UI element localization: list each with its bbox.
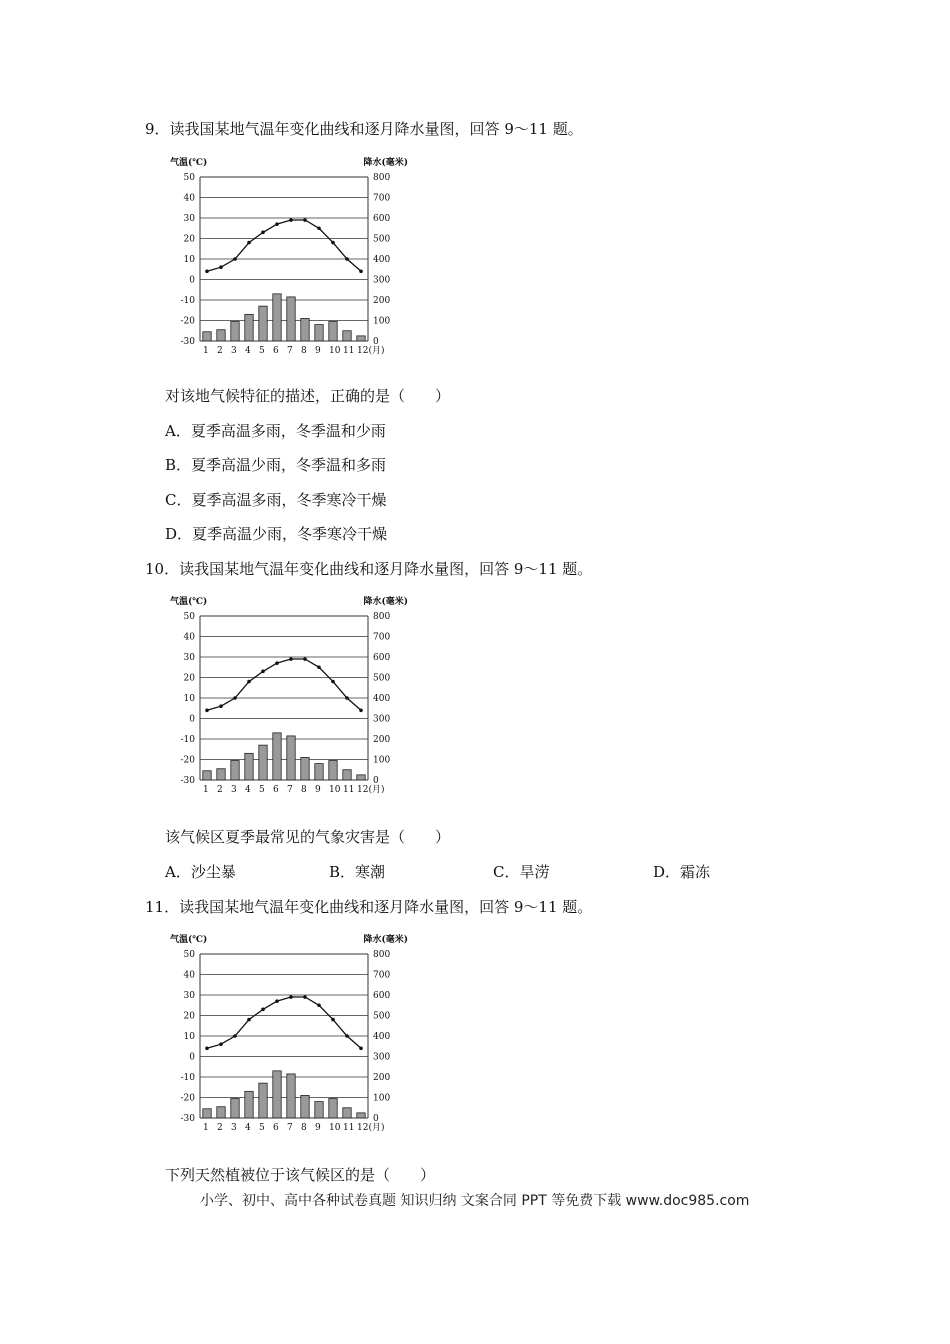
precipitation-bar xyxy=(273,733,281,780)
x-tick-label: 1 xyxy=(203,346,209,355)
right-axis-label: 降水(毫米) xyxy=(363,158,408,168)
x-tick-label: 7 xyxy=(287,785,293,794)
temperature-point xyxy=(205,709,209,713)
precipitation-bar xyxy=(203,771,211,780)
left-tick-label: -30 xyxy=(180,337,195,347)
question-10-option-d[interactable]: D．霜冻 xyxy=(653,863,711,881)
x-tick-label: 9 xyxy=(315,1123,321,1132)
left-tick-label: 50 xyxy=(183,612,195,622)
footer-advert: 小学、初中、高中各种试卷真题 知识归纳 文案合同 PPT 等免费下载 www.doc985.com xyxy=(200,1193,750,1209)
temperature-point xyxy=(219,704,223,708)
question-10-option-b[interactable]: B．寒潮 xyxy=(329,863,386,881)
climate-chart-q9 xyxy=(168,155,413,355)
left-tick-label: -20 xyxy=(180,755,195,766)
right-tick-label: 700 xyxy=(373,970,391,981)
temperature-point xyxy=(219,1042,223,1046)
x-tick-label: 11 xyxy=(343,346,355,355)
temperature-point xyxy=(289,995,293,999)
temperature-point xyxy=(359,270,363,274)
right-tick-label: 300 xyxy=(373,714,391,725)
question-10-prompt: 该气候区夏季最常见的气象灾害是（ ） xyxy=(165,828,451,846)
temperature-point xyxy=(359,709,363,713)
right-axis-label: 降水(毫米) xyxy=(363,597,408,607)
precipitation-bar xyxy=(287,1074,295,1118)
question-9-option-b[interactable]: B．夏季高温少雨，冬季温和多雨 xyxy=(165,456,387,474)
right-tick-label: 0 xyxy=(373,1114,379,1124)
right-tick-label: 100 xyxy=(373,1093,391,1104)
left-tick-label: 40 xyxy=(183,193,195,204)
x-tick-label: 2 xyxy=(217,785,223,794)
precipitation-bar xyxy=(329,322,337,341)
x-tick-label: 5 xyxy=(259,346,265,355)
left-tick-label: -20 xyxy=(180,1093,195,1104)
precipitation-bar xyxy=(329,761,337,780)
left-tick-label: 10 xyxy=(183,1032,195,1042)
right-tick-label: 800 xyxy=(373,173,391,183)
left-tick-label: -20 xyxy=(180,316,195,327)
temperature-point xyxy=(233,1034,237,1038)
precipitation-bar xyxy=(315,325,323,341)
x-tick-label: 12(月) xyxy=(357,785,385,794)
question-11-prompt: 下列天然植被位于该气候区的是（ ） xyxy=(165,1166,436,1184)
right-tick-label: 700 xyxy=(373,632,391,643)
question-9-stem: 9．读我国某地气温年变化曲线和逐月降水量图，回答 9～11 题。 xyxy=(145,120,583,138)
x-tick-label: 8 xyxy=(301,785,307,794)
left-tick-label: 0 xyxy=(189,1052,195,1063)
precipitation-bar xyxy=(315,1102,323,1118)
precipitation-bar xyxy=(357,1113,365,1118)
x-tick-label: 10 xyxy=(329,1123,341,1132)
x-tick-label: 3 xyxy=(231,785,237,794)
x-tick-label: 10 xyxy=(329,346,341,355)
temperature-point xyxy=(345,1034,349,1038)
temperature-point xyxy=(331,1018,335,1022)
temperature-point xyxy=(233,696,237,700)
question-11-stem: 11．读我国某地气温年变化曲线和逐月降水量图，回答 9～11 题。 xyxy=(145,898,593,916)
right-tick-label: 600 xyxy=(373,653,391,663)
temperature-line xyxy=(207,659,361,710)
climate-chart-q10 xyxy=(168,594,413,794)
right-tick-label: 600 xyxy=(373,214,391,224)
x-tick-label: 3 xyxy=(231,1123,237,1132)
temperature-point xyxy=(331,680,335,684)
precipitation-bar xyxy=(273,294,281,341)
x-tick-label: 5 xyxy=(259,785,265,794)
right-tick-label: 100 xyxy=(373,755,391,766)
precipitation-bar xyxy=(245,753,253,780)
temperature-point xyxy=(275,661,279,665)
temperature-point xyxy=(359,1047,363,1051)
x-tick-label: 8 xyxy=(301,1123,307,1132)
x-tick-label: 6 xyxy=(273,785,279,794)
temperature-point xyxy=(303,995,307,999)
x-tick-label: 1 xyxy=(203,785,209,794)
x-tick-label: 6 xyxy=(273,346,279,355)
right-tick-label: 0 xyxy=(373,337,379,347)
precipitation-bar xyxy=(357,336,365,341)
right-tick-label: 200 xyxy=(373,296,391,306)
left-tick-label: -30 xyxy=(180,1114,195,1124)
x-tick-label: 4 xyxy=(245,346,251,355)
temperature-point xyxy=(317,226,321,230)
temperature-point xyxy=(261,231,265,235)
precipitation-bar xyxy=(301,1095,309,1118)
x-tick-label: 4 xyxy=(245,785,251,794)
precipitation-bar xyxy=(259,1083,267,1118)
temperature-point xyxy=(233,257,237,261)
left-tick-label: 30 xyxy=(183,991,195,1001)
left-tick-label: 50 xyxy=(183,173,195,183)
question-10-stem: 10．读我国某地气温年变化曲线和逐月降水量图，回答 9～11 题。 xyxy=(145,560,593,578)
temperature-point xyxy=(261,670,265,674)
x-tick-label: 2 xyxy=(217,346,223,355)
right-tick-label: 300 xyxy=(373,275,391,286)
temperature-line xyxy=(207,997,361,1048)
right-tick-label: 200 xyxy=(373,1073,391,1083)
x-tick-label: 12(月) xyxy=(357,346,385,355)
left-tick-label: -10 xyxy=(180,296,195,306)
left-axis-label: 气温(℃) xyxy=(170,597,208,607)
x-tick-label: 4 xyxy=(245,1123,251,1132)
left-tick-label: 50 xyxy=(183,950,195,960)
right-tick-label: 300 xyxy=(373,1052,391,1063)
precipitation-bar xyxy=(217,330,225,341)
left-tick-label: 20 xyxy=(183,234,195,245)
right-tick-label: 700 xyxy=(373,193,391,204)
precipitation-bar xyxy=(301,757,309,780)
right-tick-label: 600 xyxy=(373,991,391,1001)
left-tick-label: 10 xyxy=(183,255,195,265)
precipitation-bar xyxy=(329,1099,337,1118)
temperature-point xyxy=(331,241,335,245)
precipitation-bar xyxy=(245,314,253,341)
x-tick-label: 9 xyxy=(315,785,321,794)
climate-chart-q11 xyxy=(168,932,413,1132)
right-tick-label: 500 xyxy=(373,673,391,684)
temperature-point xyxy=(247,241,251,245)
precipitation-bar xyxy=(287,297,295,341)
right-tick-label: 100 xyxy=(373,316,391,327)
x-tick-label: 10 xyxy=(329,785,341,794)
right-tick-label: 800 xyxy=(373,950,391,960)
precipitation-bar xyxy=(203,332,211,341)
question-10-options xyxy=(165,862,765,882)
precipitation-bar xyxy=(245,1091,253,1118)
x-tick-label: 7 xyxy=(287,346,293,355)
left-tick-label: 0 xyxy=(189,714,195,725)
precipitation-bar xyxy=(357,775,365,780)
x-tick-label: 7 xyxy=(287,1123,293,1132)
right-axis-label: 降水(毫米) xyxy=(363,935,408,945)
left-tick-label: 20 xyxy=(183,1011,195,1022)
left-tick-label: 0 xyxy=(189,275,195,286)
x-tick-label: 2 xyxy=(217,1123,223,1132)
question-9-option-c[interactable]: C．夏季高温多雨，冬季寒冷干燥 xyxy=(165,491,387,509)
precipitation-bar xyxy=(273,1071,281,1118)
left-tick-label: -10 xyxy=(180,1073,195,1083)
x-tick-label: 5 xyxy=(259,1123,265,1132)
right-tick-label: 400 xyxy=(373,1032,391,1042)
precipitation-bar xyxy=(259,745,267,780)
left-tick-label: 30 xyxy=(183,653,195,663)
temperature-point xyxy=(345,696,349,700)
precipitation-bar xyxy=(231,761,239,780)
temperature-point xyxy=(303,218,307,222)
precipitation-bar xyxy=(231,322,239,341)
temperature-point xyxy=(317,1003,321,1007)
temperature-point xyxy=(205,1047,209,1051)
x-tick-label: 6 xyxy=(273,1123,279,1132)
left-tick-label: 10 xyxy=(183,694,195,704)
question-9-option-d[interactable]: D．夏季高温少雨，冬季寒冷干燥 xyxy=(165,525,388,543)
temperature-point xyxy=(205,270,209,274)
right-tick-label: 0 xyxy=(373,776,379,786)
left-tick-label: 40 xyxy=(183,632,195,643)
temperature-point xyxy=(303,657,307,661)
left-tick-label: 30 xyxy=(183,214,195,224)
temperature-line xyxy=(207,220,361,271)
precipitation-bar xyxy=(231,1099,239,1118)
temperature-point xyxy=(247,680,251,684)
precipitation-bar xyxy=(217,769,225,780)
temperature-point xyxy=(247,1018,251,1022)
temperature-point xyxy=(289,218,293,222)
precipitation-bar xyxy=(259,306,267,341)
x-tick-label: 3 xyxy=(231,346,237,355)
precipitation-bar xyxy=(315,764,323,780)
temperature-point xyxy=(261,1008,265,1012)
right-tick-label: 500 xyxy=(373,1011,391,1022)
right-tick-label: 500 xyxy=(373,234,391,245)
x-tick-label: 1 xyxy=(203,1123,209,1132)
right-tick-label: 400 xyxy=(373,694,391,704)
precipitation-bar xyxy=(287,736,295,780)
left-axis-label: 气温(℃) xyxy=(170,935,208,945)
x-tick-label: 9 xyxy=(315,346,321,355)
question-9-option-a[interactable]: A．夏季高温多雨，冬季温和少雨 xyxy=(165,422,386,440)
x-tick-label: 11 xyxy=(343,1123,355,1132)
precipitation-bar xyxy=(343,1108,351,1118)
precipitation-bar xyxy=(301,318,309,341)
precipitation-bar xyxy=(217,1107,225,1118)
temperature-point xyxy=(289,657,293,661)
temperature-point xyxy=(219,265,223,269)
right-tick-label: 800 xyxy=(373,612,391,622)
precipitation-bar xyxy=(343,331,351,341)
x-tick-label: 8 xyxy=(301,346,307,355)
precipitation-bar xyxy=(343,770,351,780)
right-tick-label: 400 xyxy=(373,255,391,265)
left-tick-label: 20 xyxy=(183,673,195,684)
left-tick-label: 40 xyxy=(183,970,195,981)
left-axis-label: 气温(℃) xyxy=(170,158,208,168)
left-tick-label: -10 xyxy=(180,735,195,745)
x-tick-label: 12(月) xyxy=(357,1123,385,1132)
question-9-prompt: 对该地气候特征的描述，正确的是（ ） xyxy=(165,387,451,405)
temperature-point xyxy=(275,999,279,1003)
temperature-point xyxy=(317,665,321,669)
question-10-option-c[interactable]: C．旱涝 xyxy=(493,863,550,881)
temperature-point xyxy=(275,222,279,226)
temperature-point xyxy=(345,257,349,261)
left-tick-label: -30 xyxy=(180,776,195,786)
precipitation-bar xyxy=(203,1109,211,1118)
question-10-option-a[interactable]: A．沙尘暴 xyxy=(165,863,236,881)
x-tick-label: 11 xyxy=(343,785,355,794)
right-tick-label: 200 xyxy=(373,735,391,745)
